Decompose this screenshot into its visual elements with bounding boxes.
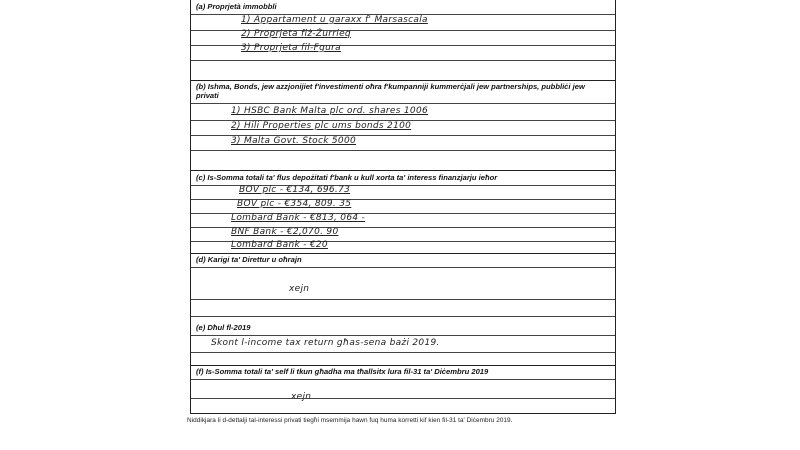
section-a-item-3: 3) Proprjeta fil-Fgura xyxy=(241,43,341,53)
section-c-item-1: BOV plc - €134, 696.73 xyxy=(239,185,351,195)
rule xyxy=(191,398,615,399)
rule xyxy=(191,267,615,268)
section-b-item-2: 2) Hili Properties plc ums bonds 2100 xyxy=(231,121,412,131)
rule xyxy=(191,150,615,151)
section-b-item-1: 1) HSBC Bank Malta plc ord. shares 1006 xyxy=(231,106,429,116)
section-c-item-4: BNF Bank - €2,070. 90 xyxy=(231,227,339,237)
section-a-heading: (a) Proprjetà immobbli xyxy=(196,2,277,11)
section-f-answer: xejn xyxy=(291,392,312,402)
declaration-form xyxy=(190,0,616,414)
section-e-heading: (e) Dħul fl-2019 xyxy=(196,323,251,332)
section-e-answer: Skont l-income tax return għas-sena bażi 2019. xyxy=(211,338,440,348)
section-d-answer: xejn xyxy=(289,284,310,294)
section-divider xyxy=(191,80,615,81)
footer-declaration: Niddikjara li d-dettalji tal-interessi privati tiegħi msemmija hawn fuq huma korretti kif kien fil-31 ta' Diċembru 2019. xyxy=(187,417,513,424)
rule xyxy=(191,299,615,300)
rule xyxy=(191,352,615,353)
rule xyxy=(191,379,615,380)
rule xyxy=(191,335,615,336)
section-divider xyxy=(191,365,615,366)
section-b-item-3: 3) Malta Govt. Stock 5000 xyxy=(231,136,357,146)
section-a-item-1: 1) Appartament u garaxx f' Marsascala xyxy=(241,15,428,25)
section-d-heading: (d) Karigi ta' Direttur u oħrajn xyxy=(196,255,302,264)
section-c-item-2: BOV plc - €354, 809. 35 xyxy=(237,199,352,209)
section-f-heading: (f) Is-Somma totali ta' self li tkun għadha ma tħallsitx lura fil-31 ta' Diċembru 2019 xyxy=(196,367,489,376)
section-divider xyxy=(191,253,615,254)
section-c-item-3: Lombard Bank - €813, 064 - xyxy=(231,213,366,223)
section-c-heading: (c) Is-Somma totali ta' flus depożitati f'bank u kull xorta ta' interess finanzjarju ieħor xyxy=(196,173,498,182)
section-c-item-5: Lombard Bank - €20 xyxy=(231,240,328,250)
section-b-heading-line1: (b) Ishma, Bonds, jew azzjonijiet f'investimenti oħra f'kumpanniji kummerċjali jew partnerships, pubbliċi jew xyxy=(196,82,585,91)
rule xyxy=(191,103,615,104)
section-b-heading-line2: privati xyxy=(196,91,219,100)
rule xyxy=(191,316,615,317)
section-divider xyxy=(191,170,615,171)
section-a-item-2: 2) Proprjeta fiż-Żurrieq xyxy=(241,29,351,39)
rule xyxy=(191,60,615,61)
